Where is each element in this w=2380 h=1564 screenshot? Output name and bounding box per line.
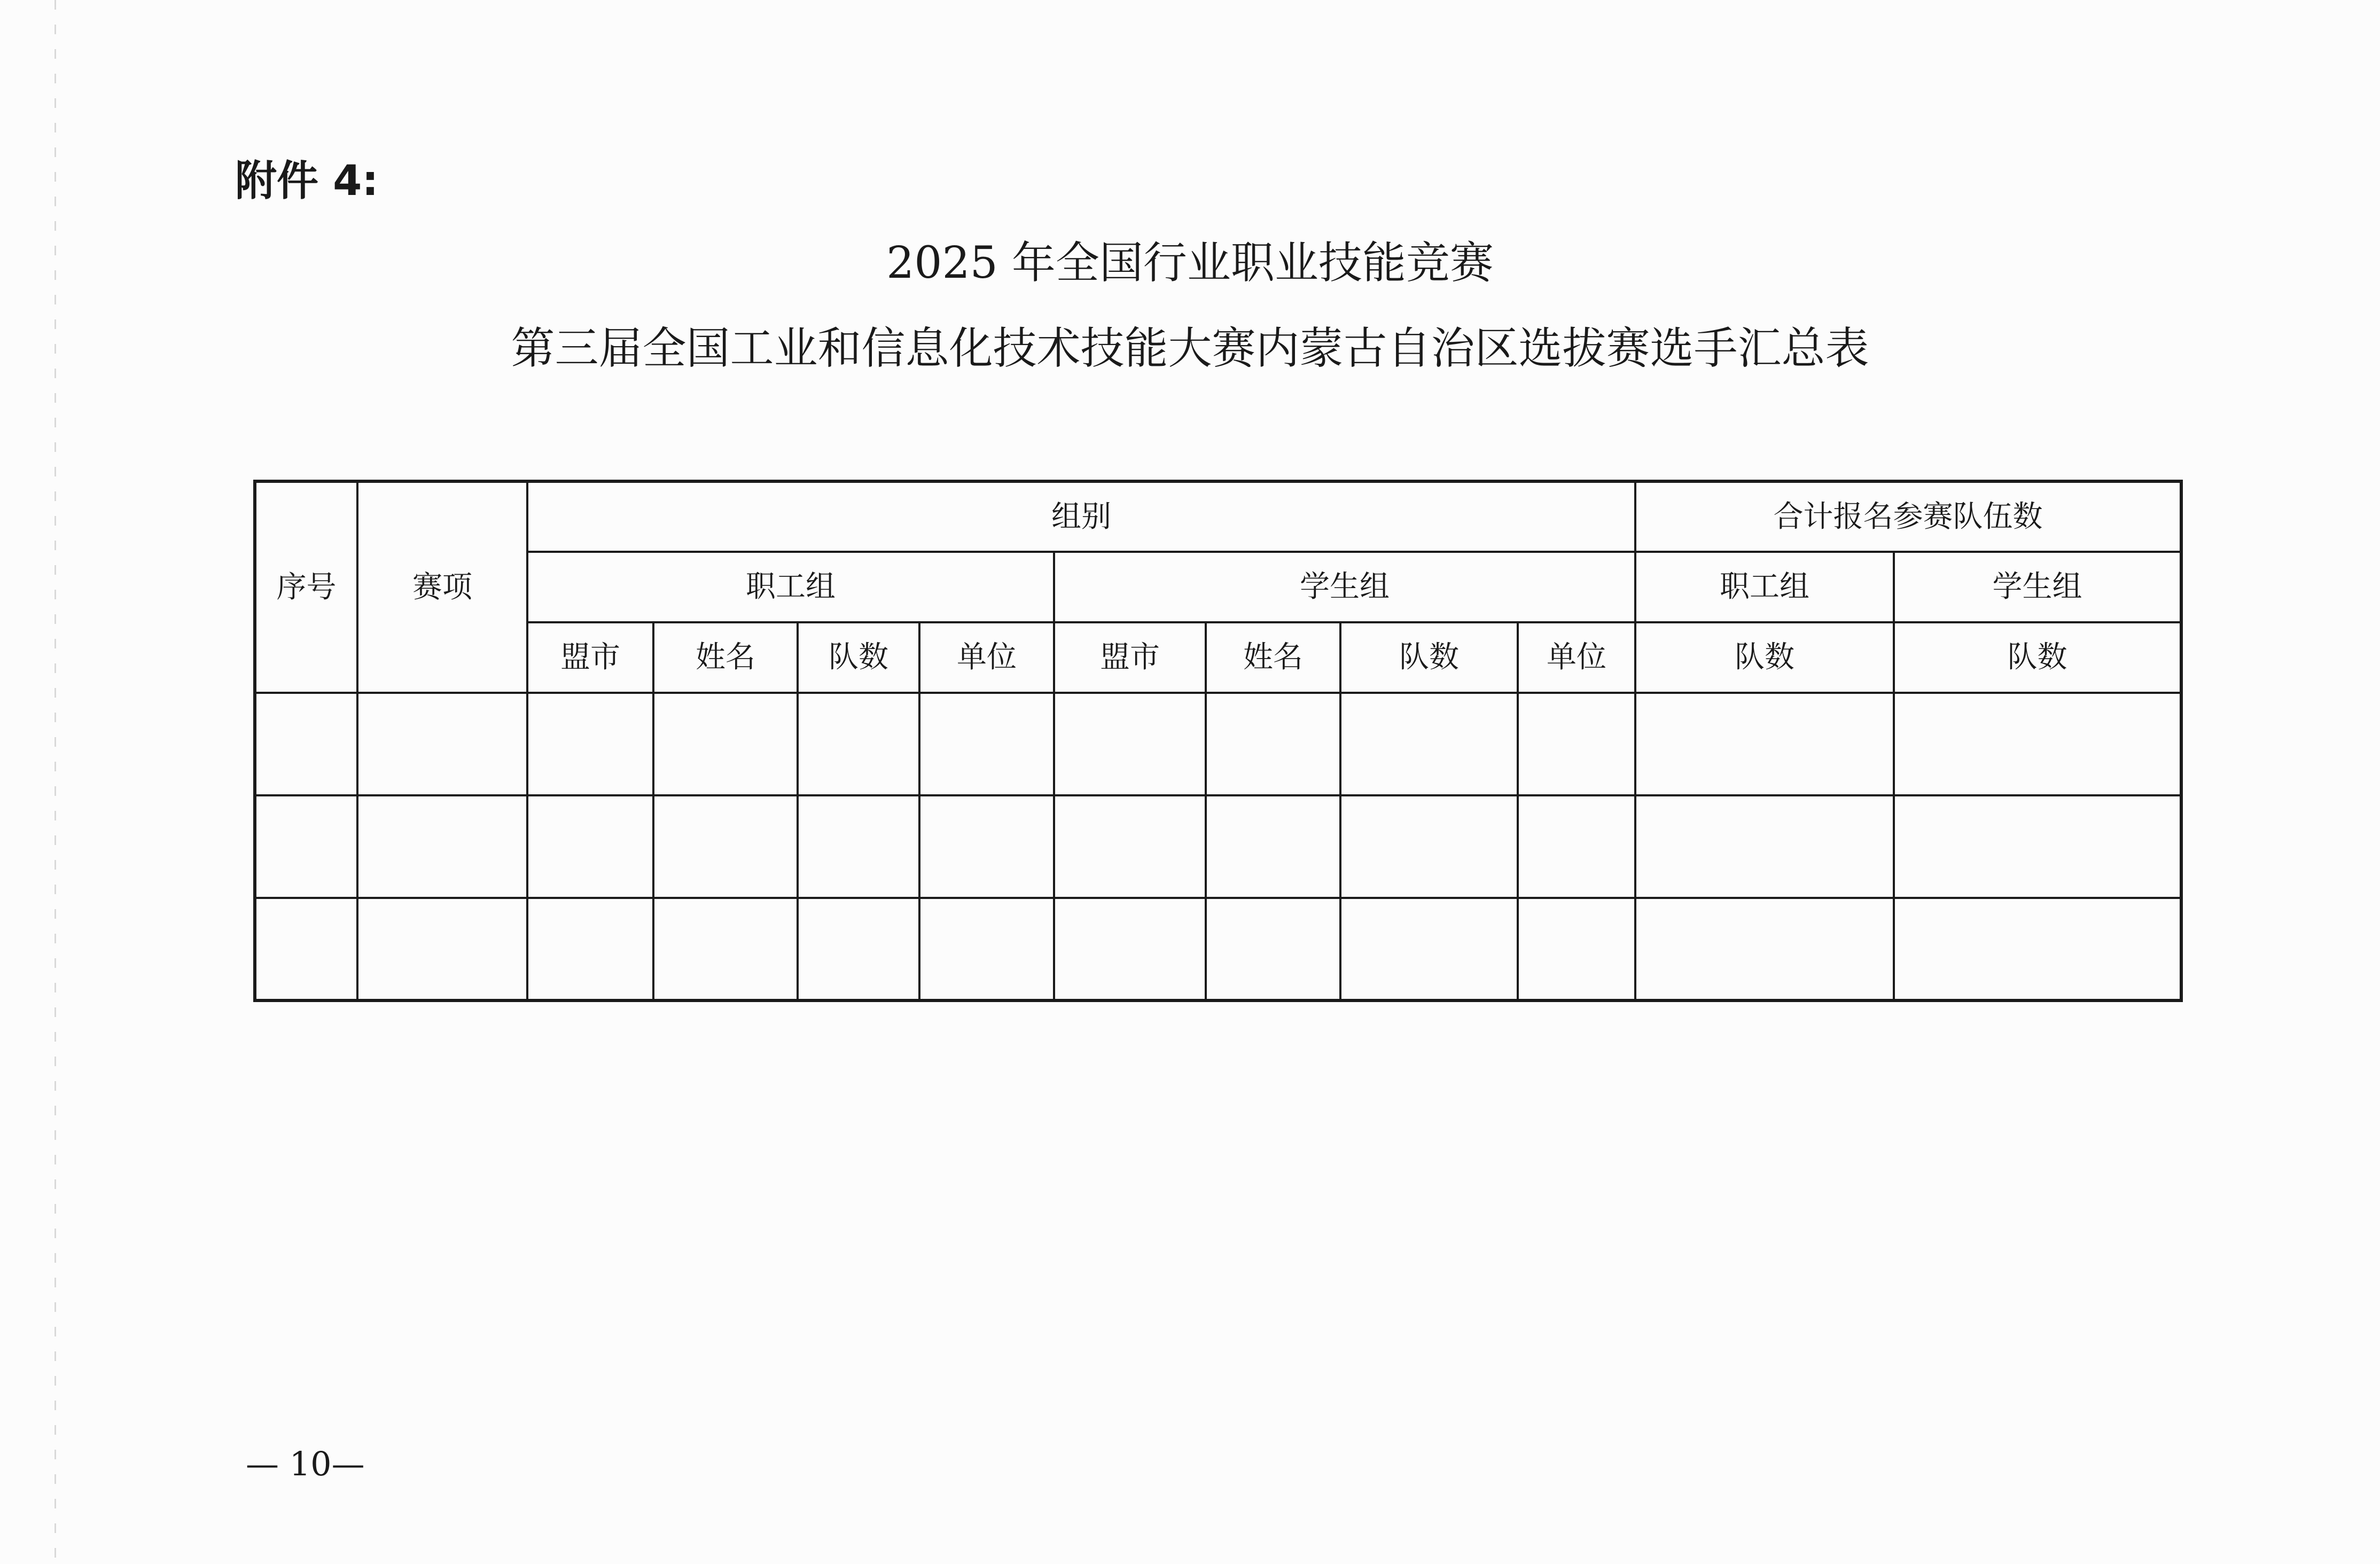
page-number: — 10— xyxy=(246,1444,365,1483)
table-cell[interactable] xyxy=(357,795,527,898)
table-cell[interactable] xyxy=(1206,898,1340,1000)
student-group-header: 学生组 xyxy=(1054,552,1635,622)
table-cell[interactable] xyxy=(1054,898,1206,1000)
table-cell[interactable] xyxy=(1635,693,1894,795)
table-cell[interactable] xyxy=(919,898,1054,1000)
table-cell[interactable] xyxy=(1635,898,1894,1000)
table-cell[interactable] xyxy=(527,795,653,898)
staff-unit-header: 单位 xyxy=(919,622,1054,693)
total-student-team-count-header: 队数 xyxy=(1894,622,2181,693)
table-cell[interactable] xyxy=(255,693,357,795)
table-cell[interactable] xyxy=(255,898,357,1000)
document-title-line-2: 第三届全国工业和信息化技术技能大赛内蒙古自治区选拔赛选手汇总表 xyxy=(511,323,1869,374)
student-unit-header: 单位 xyxy=(1518,622,1635,693)
table-cell[interactable] xyxy=(1340,693,1518,795)
table-cell[interactable] xyxy=(919,693,1054,795)
table-cell[interactable] xyxy=(653,898,798,1000)
table-cell[interactable] xyxy=(1054,693,1206,795)
group-header: 组别 xyxy=(527,481,1635,552)
table-cell[interactable] xyxy=(1206,795,1340,898)
staff-city-header: 盟市 xyxy=(527,622,653,693)
student-city-header: 盟市 xyxy=(1054,622,1206,693)
document-title-line-1: 2025 年全国行业职业技能竞赛 xyxy=(886,238,1494,288)
table-cell[interactable] xyxy=(1518,795,1635,898)
table-cell[interactable] xyxy=(1518,693,1635,795)
table-cell[interactable] xyxy=(1635,795,1894,898)
table-cell[interactable] xyxy=(1340,795,1518,898)
table-cell[interactable] xyxy=(1206,693,1340,795)
staff-name-header: 姓名 xyxy=(653,622,798,693)
serial-number-header: 序号 xyxy=(255,481,357,693)
staff-group-header: 职工组 xyxy=(527,552,1054,622)
table-row xyxy=(255,693,2181,795)
total-staff-team-count-header: 队数 xyxy=(1635,622,1894,693)
attachment-label: 附件 4: xyxy=(235,157,379,205)
event-header: 赛项 xyxy=(357,481,527,693)
scan-edge-marks xyxy=(54,0,56,1564)
table-cell[interactable] xyxy=(1894,795,2181,898)
table-cell[interactable] xyxy=(357,898,527,1000)
table-cell[interactable] xyxy=(653,693,798,795)
table-cell[interactable] xyxy=(527,693,653,795)
table-row xyxy=(255,795,2181,898)
student-name-header: 姓名 xyxy=(1206,622,1340,693)
header-row-columns xyxy=(255,622,2181,693)
table-cell[interactable] xyxy=(798,795,919,898)
table-cell[interactable] xyxy=(1894,693,2181,795)
staff-team-count-header: 队数 xyxy=(798,622,919,693)
header-row-subgroups xyxy=(255,552,2181,622)
table-cell[interactable] xyxy=(1894,898,2181,1000)
summary-table xyxy=(253,480,2183,1002)
total-teams-header: 合计报名参赛队伍数 xyxy=(1635,481,2181,552)
table-cell[interactable] xyxy=(357,693,527,795)
table-cell[interactable] xyxy=(1054,795,1206,898)
header-row-groups xyxy=(255,481,2181,552)
total-student-group-header: 学生组 xyxy=(1894,552,2181,622)
table-cell[interactable] xyxy=(527,898,653,1000)
table-cell[interactable] xyxy=(1340,898,1518,1000)
table-cell[interactable] xyxy=(798,898,919,1000)
table-row xyxy=(255,898,2181,1000)
table-cell[interactable] xyxy=(255,795,357,898)
table-cell[interactable] xyxy=(653,795,798,898)
table-cell[interactable] xyxy=(1518,898,1635,1000)
table-cell[interactable] xyxy=(919,795,1054,898)
student-team-count-header: 队数 xyxy=(1340,622,1518,693)
total-staff-group-header: 职工组 xyxy=(1635,552,1894,622)
table-cell[interactable] xyxy=(798,693,919,795)
